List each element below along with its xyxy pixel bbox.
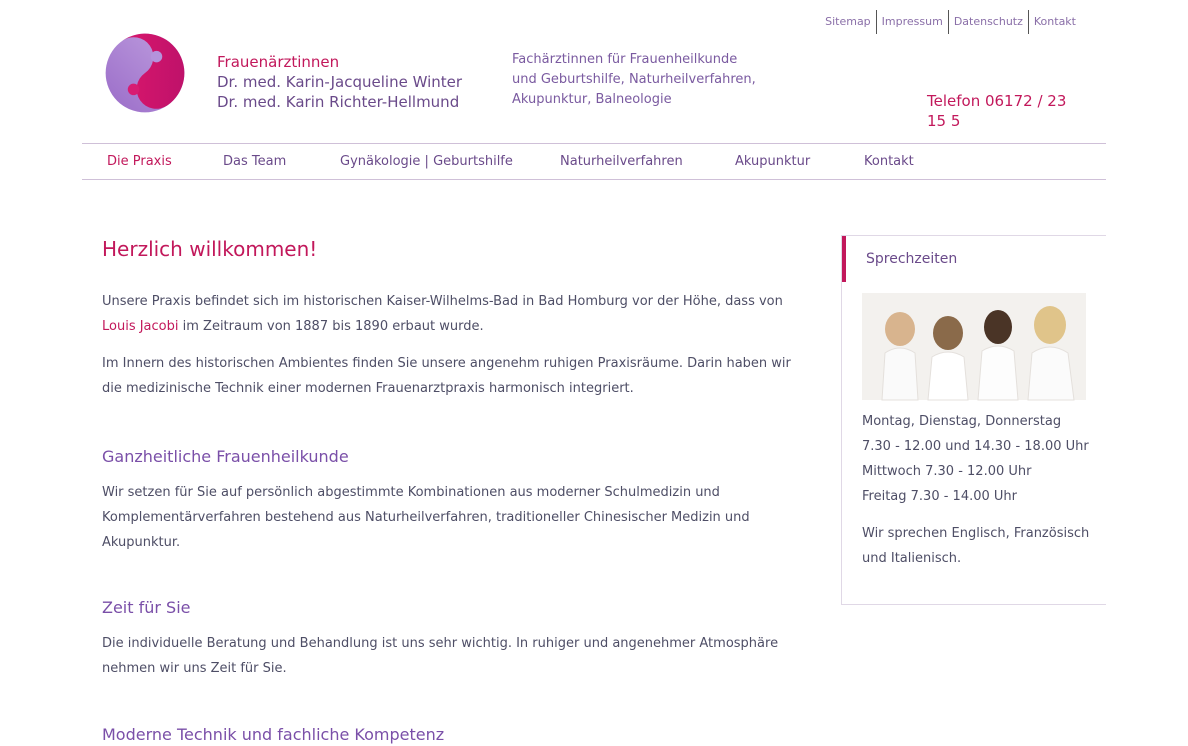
nav-naturheilverfahren[interactable]: Naturheilverfahren: [560, 154, 683, 169]
nav-das-team[interactable]: Das Team: [223, 154, 287, 169]
intro-text: Unsere Praxis befindet sich im historischen Kaiser-Wilhelms-Bad in Bad Homburg vor der Höhe, dass von: [102, 294, 783, 309]
nav-kontakt[interactable]: Kontakt: [864, 154, 914, 169]
topnav-datenschutz-link[interactable]: Datenschutz: [953, 15, 1023, 28]
topnav-sitemap-link[interactable]: Sitemap: [825, 15, 871, 28]
section-heading-ganzheitlich: Ganzheitliche Frauenheilkunde: [102, 447, 349, 466]
team-photo: [862, 293, 1086, 400]
nav-akupunktur[interactable]: Akupunktur: [735, 154, 811, 169]
intro-text: im Zeitraum von 1887 bis 1890 erbaut wurde.: [178, 319, 484, 334]
hours-line: Montag, Dienstag, Donnerstag: [862, 414, 1062, 429]
logo-line-doctor-2: Dr. med. Karin Richter-Hellmund: [217, 93, 460, 111]
tagline-line: Fachärztinnen für Frauenheilkunde: [512, 52, 738, 67]
nav-gynaekologie-geburtshilfe[interactable]: Gynäkologie | Geburtshilfe: [340, 154, 513, 169]
topnav-kontakt-link[interactable]: Kontakt: [1033, 15, 1076, 28]
page-title: Herzlich willkommen!: [102, 237, 318, 261]
main-content: [102, 235, 814, 746]
hours-line: Mittwoch 7.30 - 12.00 Uhr: [862, 464, 1032, 479]
nav-die-praxis[interactable]: Die Praxis: [107, 154, 172, 169]
ganzheitlich-paragraph: Wir setzen für Sie auf persönlich abgestimmte Kombinationen aus moderner Schulmedizin und Komplementärverfahren bestehend aus Naturheilverfahren, traditioneller Chinesischer Medizin und Akupunktur.: [102, 485, 750, 550]
yin-yang-logo[interactable]: [104, 31, 186, 115]
team-photo-illustration: [862, 293, 1086, 400]
hours-line: Freitag 7.30 - 14.00 Uhr: [862, 489, 1017, 504]
top-utility-nav: [820, 10, 1081, 34]
zeit-paragraph: Die individuelle Beratung und Behandlung ist uns sehr wichtig. In ruhiger und angenehmer Atmosphäre nehmen wir uns Zeit für Sie.: [102, 636, 779, 676]
logo-line-doctor-1: Dr. med. Karin-Jacqueline Winter: [217, 73, 463, 91]
sidebar-title: Sprechzeiten: [842, 236, 1106, 282]
logo-line-title: Frauenärztinnen: [217, 53, 340, 71]
topnav-impressum-link[interactable]: Impressum: [881, 15, 943, 28]
main-navigation: [82, 143, 1106, 180]
section-heading-technik: Moderne Technik und fachliche Kompetenz: [102, 725, 445, 744]
intro-paragraph: [102, 289, 814, 339]
languages-note: Wir sprechen Englisch, Französisch und Italienisch.: [862, 526, 1090, 566]
sidebar-opening-hours: [841, 235, 1106, 605]
tagline-line: Akupunktur, Balneologie: [512, 92, 672, 107]
tagline-line: und Geburtshilfe, Naturheilverfahren,: [512, 72, 756, 87]
louis-jacobi-link[interactable]: Louis Jacobi: [102, 319, 179, 334]
ambience-paragraph: Im Innern des historischen Ambientes finden Sie unsere angenehm ruhigen Praxisräume. Darin haben wir die medizinische Technik einer modernen Frauenarztpraxis harmonisch integriert.: [102, 356, 791, 396]
hours-line: 7.30 - 12.00 und 14.30 - 18.00 Uhr: [862, 439, 1089, 454]
practice-name: [217, 52, 462, 112]
opening-hours: [862, 409, 1092, 509]
practice-tagline: [512, 50, 762, 110]
phone-number[interactable]: Telefon 06172 / 23 15 5: [927, 92, 1067, 130]
section-heading-zeit: Zeit für Sie: [102, 598, 191, 617]
